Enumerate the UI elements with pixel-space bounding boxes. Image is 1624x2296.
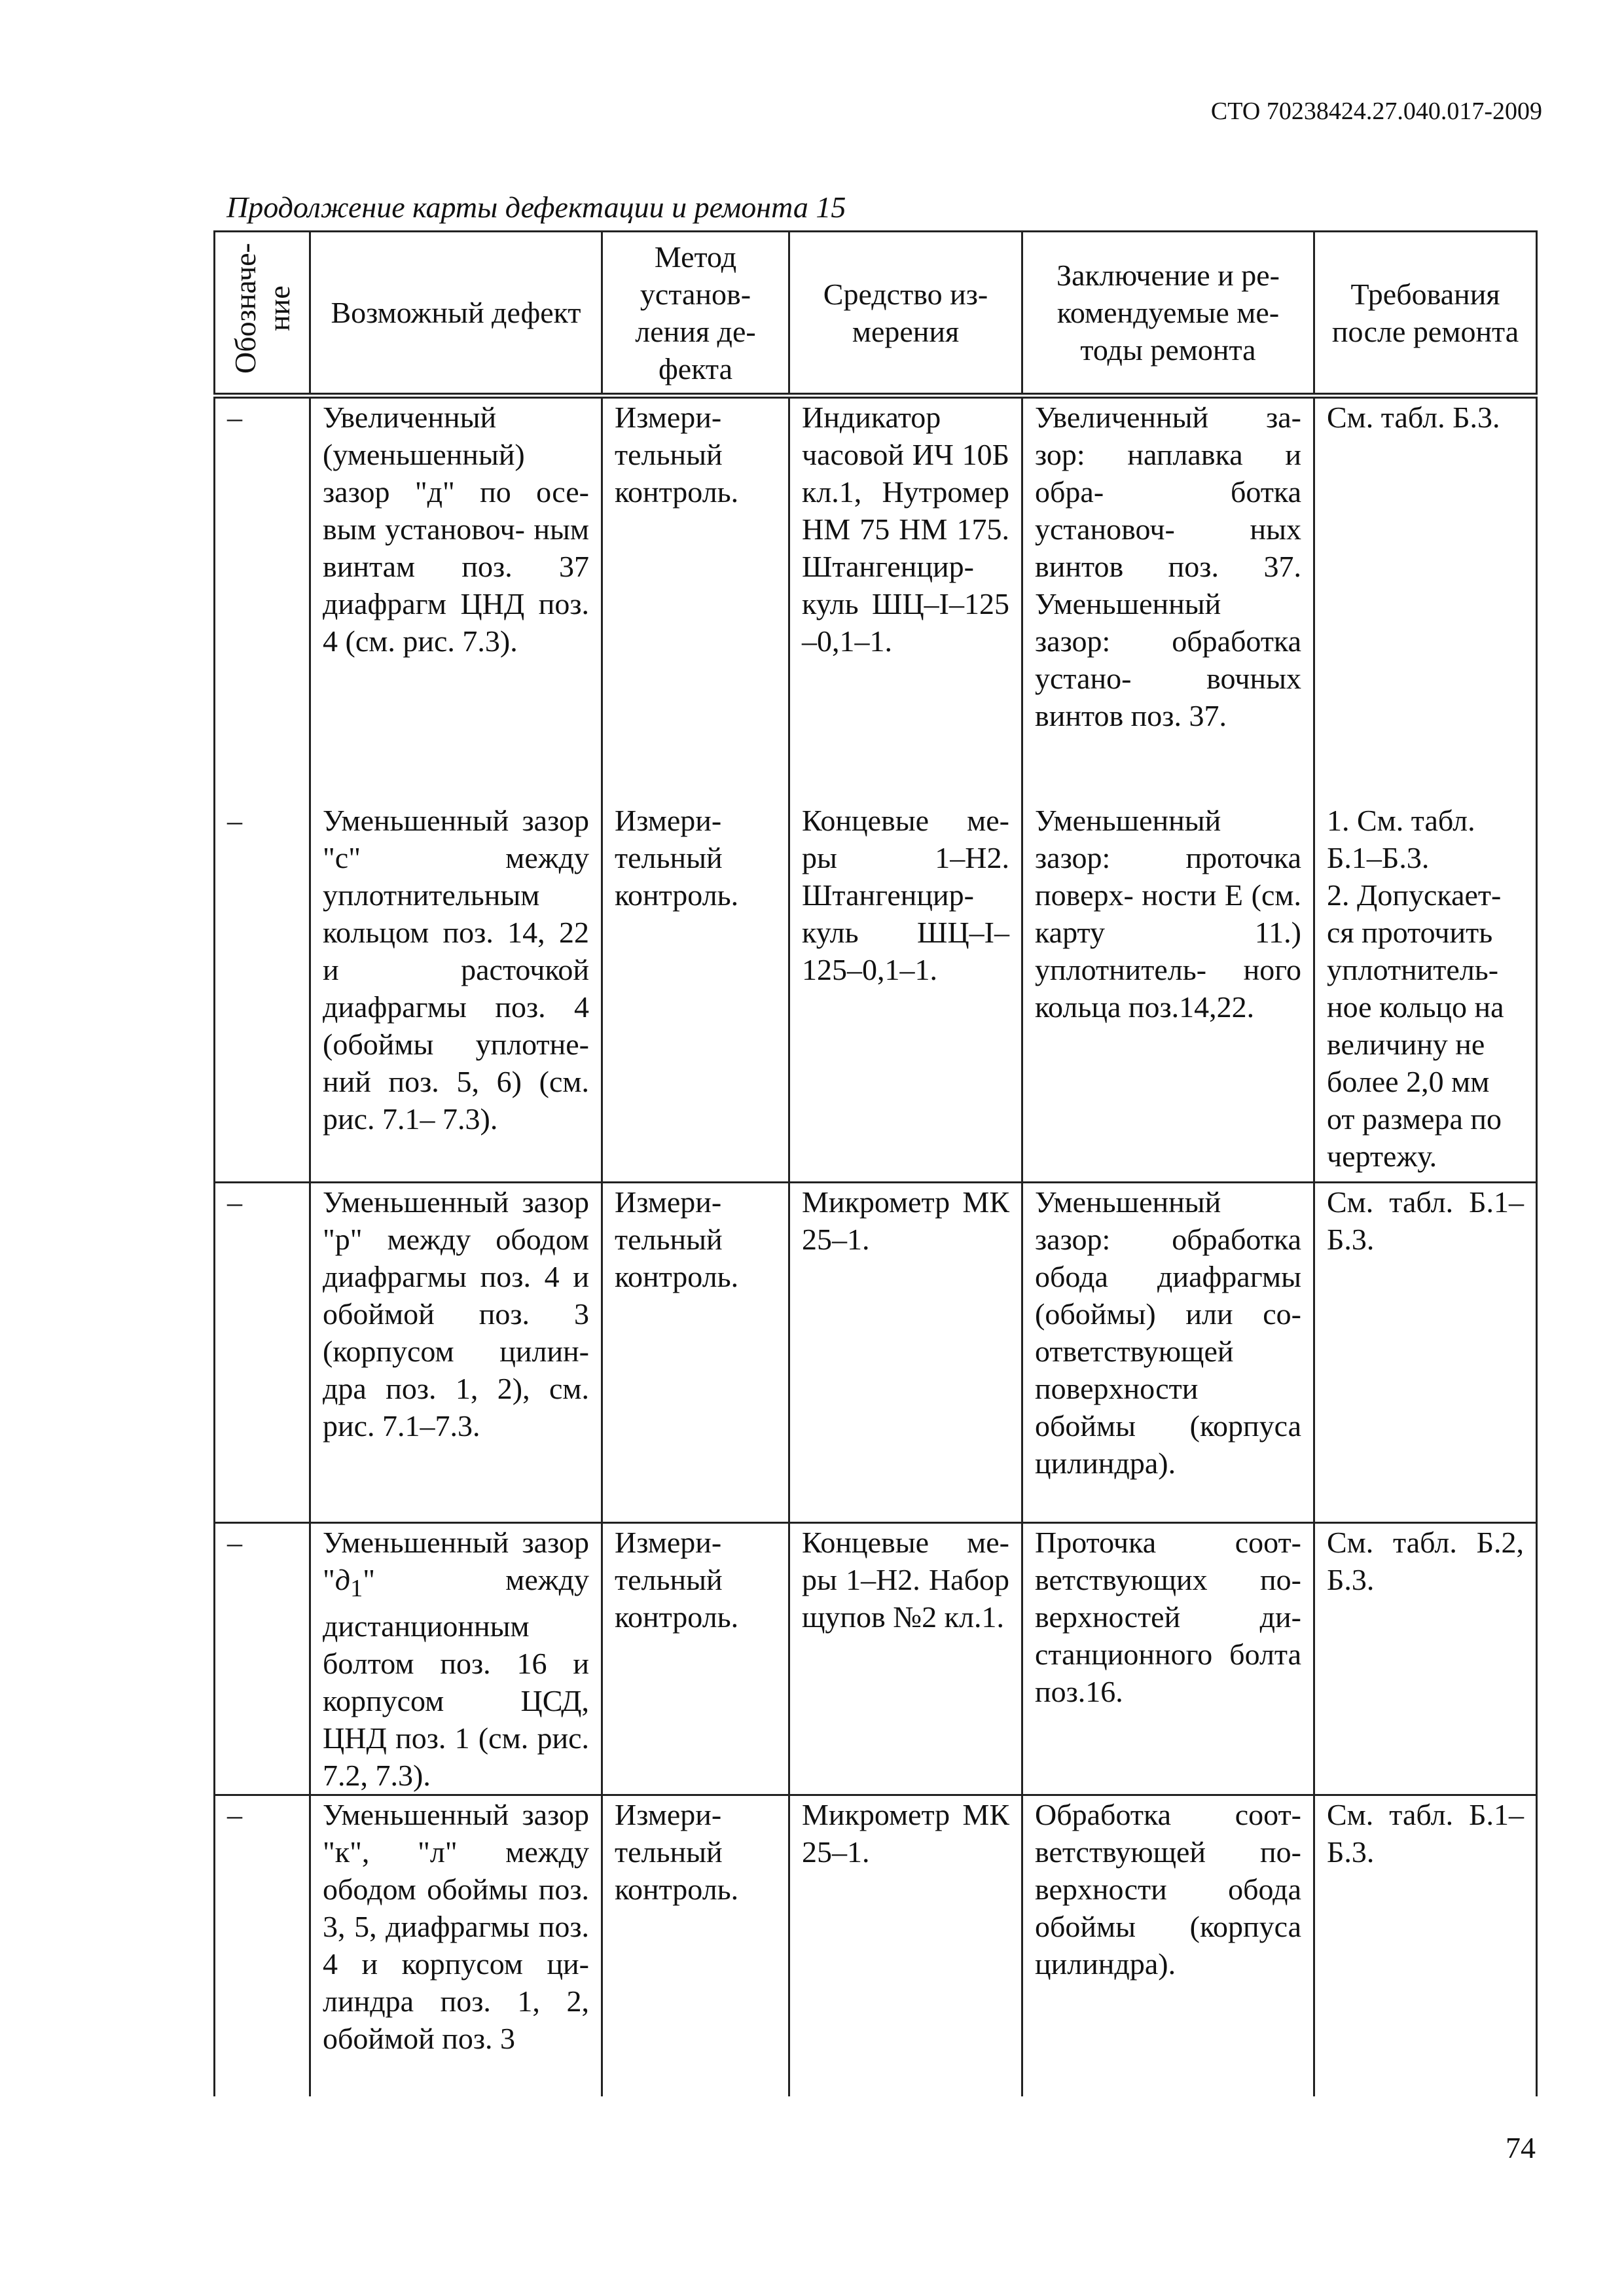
gap-subscript: 1 <box>350 1575 363 1603</box>
cell-requirements <box>1314 802 1537 1183</box>
document-code: СТО 70238424.27.040.017-2009 <box>1210 98 1542 125</box>
column-header-mark: Обозначе- ние <box>215 232 310 396</box>
cell-conclusion: Уменьшенный зазор: проточка поверх- ности Е (см. карту 11.) уплотнитель- ного кольца поз.14,22. <box>1022 802 1314 1183</box>
defect-table <box>213 230 1538 2096</box>
table-header-row <box>215 232 1537 396</box>
requirements-line: ное кольцо на <box>1327 990 1504 1024</box>
cell-method: Измери- тельный контроль. <box>602 1523 789 1795</box>
requirements-line: от размера по <box>1327 1102 1502 1136</box>
cell-defect <box>310 1523 602 1795</box>
requirements-line: величину не <box>1327 1027 1485 1061</box>
cell-requirements: См. табл. Б.3. <box>1314 396 1537 802</box>
page-number: 74 <box>1506 2131 1536 2164</box>
requirements-line: более 2,0 мм <box>1327 1064 1490 1098</box>
cell-defect: Уменьшенный зазор "р" между ободом диафрагмы поз. 4 и обоймой поз. 3 (корпусом цилин- дра поз. 1, 2), см. рис. 7.1–7.3. <box>310 1183 602 1523</box>
requirements-line: 2. Допускает- <box>1327 878 1502 912</box>
table-row <box>215 1523 1537 1795</box>
column-header-requirements: Требования после ремонта <box>1314 232 1537 396</box>
requirements-line: уплотнитель- <box>1327 952 1499 986</box>
requirements-line: чертежу. <box>1327 1139 1437 1173</box>
column-header-tool: Средство из- мерения <box>789 232 1022 396</box>
cell-tool: Индикатор часовой ИЧ 10Б кл.1, Нутромер НМ 75 НМ 175. Штангенцир- куль ШЦ–I–125 –0,1–1. <box>789 396 1022 802</box>
table-row <box>215 1183 1537 1523</box>
cell-method: Измери- тельный контроль. <box>602 1795 789 2096</box>
cell-defect: Уменьшенный зазор "с" между уплотнительным кольцом поз. 14, 22 и расточкой диафрагмы поз. 4 (обоймы уплотне- ний поз. 5, 6) (см. рис. 7.1– 7.3). <box>310 802 602 1183</box>
cell-mark: – <box>215 1795 310 2096</box>
defect-text-post: " между дистанционным болтом поз. 16 и корпусом ЦСД, ЦНД поз. 1 (см. рис. 7.2, 7.3). <box>323 1563 589 1793</box>
cell-requirements: См. табл. Б.1– Б.3. <box>1314 1183 1537 1523</box>
cell-conclusion: Проточка соот- ветствующих по- верхностей ди- станционного болта поз.16. <box>1022 1523 1314 1795</box>
cell-tool: Микрометр МК 25–1. <box>789 1795 1022 2096</box>
cell-tool: Концевые ме- ры 1–Н2. Набор щупов №2 кл.1. <box>789 1523 1022 1795</box>
table-row <box>215 1795 1537 2096</box>
defect-text-pre: Уменьшенный зазор " <box>323 1526 589 1596</box>
requirements-line: 1. См. табл. <box>1327 803 1475 837</box>
cell-mark: – <box>215 1523 310 1795</box>
cell-conclusion: Уменьшенный зазор: обработка обода диафрагмы (обоймы) или со- ответствующей поверхности обоймы (корпуса цилиндра). <box>1022 1183 1314 1523</box>
table-row <box>215 396 1537 802</box>
table-caption: Продолжение карты дефектации и ремонта 15 <box>226 190 846 224</box>
cell-mark: – <box>215 396 310 802</box>
cell-requirements: См. табл. Б.2, Б.3. <box>1314 1523 1537 1795</box>
column-header-defect: Возможный дефект <box>310 232 602 396</box>
cell-method: Измери- тельный контроль. <box>602 1183 789 1523</box>
cell-requirements: См. табл. Б.1– Б.3. <box>1314 1795 1537 2096</box>
requirements-line: ся проточить <box>1327 915 1493 949</box>
cell-method: Измери- тельный контроль. <box>602 396 789 802</box>
requirements-line: Б.1–Б.3. <box>1327 840 1430 874</box>
cell-mark: – <box>215 1183 310 1523</box>
cell-tool: Концевые ме- ры 1–Н2. Штангенцир- куль ШЦ–I– 125–0,1–1. <box>789 802 1022 1183</box>
column-header-conclusion: Заключение и ре- комендуемые ме- тоды ремонта <box>1022 232 1314 396</box>
cell-defect: Уменьшенный зазор "к", "л" между ободом обоймы поз. 3, 5, диафрагмы поз. 4 и корпусом ци- линдра поз. 1, 2, обоймой поз. 3 <box>310 1795 602 2096</box>
cell-conclusion: Увеличенный за- зор: наплавка и обра- ботка установоч- ных винтов поз. 37. Уменьшенный зазор: обработка устано- вочных винтов поз. 37. <box>1022 396 1314 802</box>
cell-defect: Увеличенный (уменьшенный) зазор "д" по осе- вым установоч- ным винтам поз. 37 диафрагм ЦНД поз. 4 (см. рис. 7.3). <box>310 396 602 802</box>
gap-symbol: д <box>334 1563 351 1596</box>
table-row <box>215 802 1537 1183</box>
column-header-method: Метод установ- ления де- фекта <box>602 232 789 396</box>
cell-tool: Микрометр МК 25–1. <box>789 1183 1022 1523</box>
cell-conclusion: Обработка соот- ветствующей по- верхности обода обоймы (корпуса цилиндра). <box>1022 1795 1314 2096</box>
cell-mark: – <box>215 802 310 1183</box>
cell-method: Измери- тельный контроль. <box>602 802 789 1183</box>
